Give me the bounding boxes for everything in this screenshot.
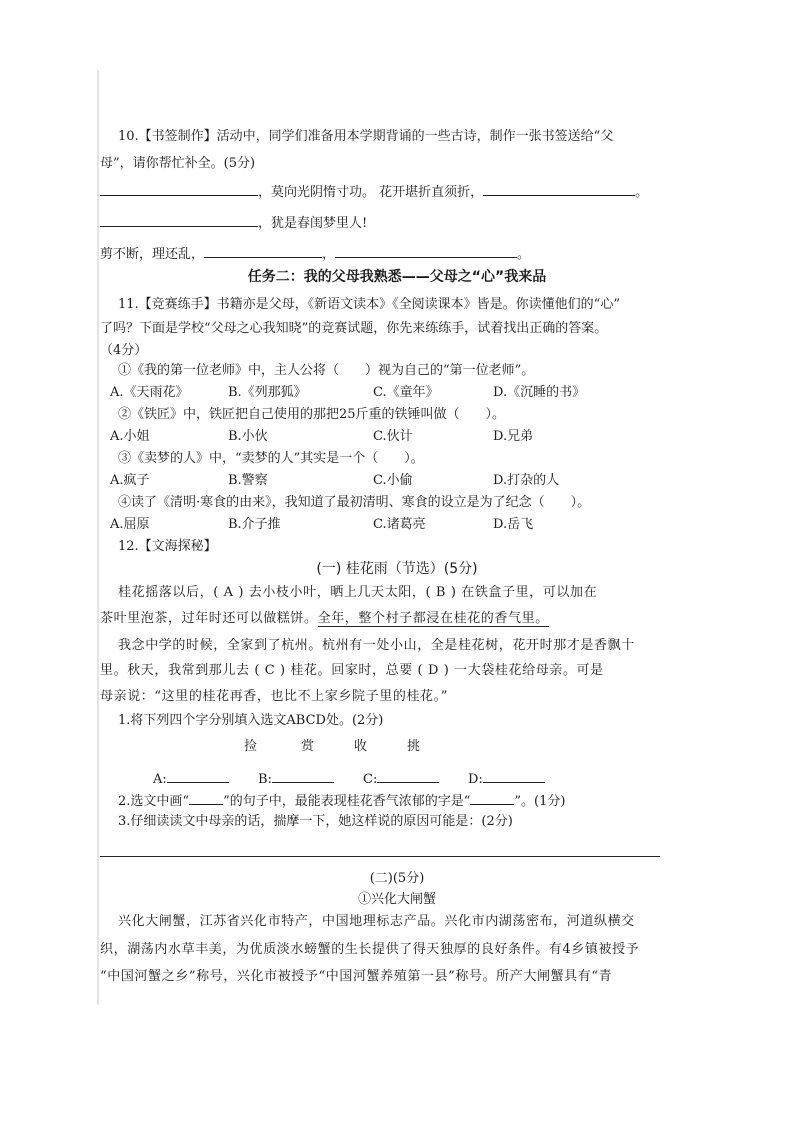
passage-text: 茶叶里泡茶，过年时还可以做糕饼。 (100, 611, 318, 626)
question-text: ”的句子中，最能表现桂花香气浓郁的字是“ (223, 794, 471, 809)
passage-line: “中国河蟹之乡”称号，兴化市被授予“中国河蟹养殖第一县”称号。所产大闸蟹具有“青 (100, 969, 613, 984)
poem-text: ，犹是春闺梦里人! (258, 216, 368, 231)
q11-item4-question: ④读了《清明·寒食的由来》，我知道了最初清明、寒食的设立是为了纪念（ ）。 (118, 495, 591, 510)
answer-blank[interactable] (204, 243, 322, 258)
q11-item3-option-b[interactable]: B.警察 (228, 473, 268, 488)
q11-item1-question: ①《我的第一位老师》中，主人公将（ ）视为自己的“第一位老师”。 (118, 363, 535, 378)
answer-line[interactable] (100, 856, 660, 857)
blank-label: C: (363, 772, 378, 787)
answer-blank[interactable] (100, 181, 258, 196)
poem-text: 。 (517, 247, 531, 262)
q11-item2-option-c[interactable]: C.伙计 (373, 429, 413, 444)
poem-text: 剪不断，理还乱， (100, 247, 205, 262)
q11-prompt-line2: 了吗？下面是学校“父母之心我知晓”的竞赛试题，你先来练练手，试着找出正确的答案。 (100, 321, 608, 336)
q12-part2-subtitle: ①兴化大闸蟹 (357, 892, 436, 907)
q11-item3-option-a[interactable]: A.疯子 (110, 473, 150, 488)
q12-label: 12.【文海探秘】 (118, 539, 217, 554)
q11-item4-option-a[interactable]: A.屈原 (110, 517, 150, 532)
blank-d-row (468, 768, 545, 789)
q11-item1-option-a[interactable]: A.《天雨花》 (110, 385, 189, 400)
passage-line: 我念中学的时候，全家到了杭州。杭州有一处小山，全是桂花树，花开时那才是香飘十 (118, 638, 635, 653)
answer-blank[interactable] (377, 768, 439, 783)
word-choice: 收 (354, 739, 368, 754)
answer-blank[interactable] (189, 790, 223, 805)
q11-prompt-line3: （4分） (100, 343, 148, 358)
q10-poem-line2 (100, 212, 367, 233)
q11-item1-option-d[interactable]: D.《沉睡的书》 (493, 385, 586, 400)
q11-item1-option-b[interactable]: B.《列那狐》 (228, 385, 307, 400)
answer-blank[interactable] (272, 768, 334, 783)
q12-sub2 (118, 790, 565, 811)
q11-item4-option-b[interactable]: B.介子推 (228, 517, 281, 532)
question-text: 2.选文中画“ (118, 794, 190, 809)
question-text: ”。(1分) (514, 794, 566, 809)
answer-blank[interactable] (483, 181, 635, 196)
q10-prompt-line1: 10.【书签制作】活动中，同学们准备用本学期背诵的一些古诗，制作一张书签送给“父 (118, 129, 614, 144)
answer-blank[interactable] (470, 790, 514, 805)
poem-text: ， (322, 247, 336, 262)
answer-blank[interactable] (335, 243, 517, 258)
passage-line: 母亲说：“这里的桂花再香，也比不上家乡院子里的桂花。” (100, 689, 448, 704)
blank-c-row (363, 768, 439, 789)
page-fold-shadow (97, 70, 99, 1005)
q12-part1-title: (一) 桂花雨（节选）(5分) (316, 561, 478, 577)
passage-line: 桂花摇落以后，( A ) 去小枝小叶，晒上几天太阳，( B ) 在铁盒子里，可以加在 (118, 585, 598, 600)
q11-prompt-line1: 11.【竞赛练手】书籍亦是父母，《新语文读本》《全阅读课本》皆是。你读懂他们的“心” (118, 297, 620, 312)
passage-line (100, 610, 549, 628)
q11-item1-option-c[interactable]: C.《童年》 (373, 385, 439, 400)
q10-prompt-line2: 母”，请你帮忙补全。(5分) (100, 156, 256, 171)
passage-line: 里。秋天，我常到那儿去 ( C ) 桂花。回家时，总要 ( D ) 一大袋桂花给母亲。可是 (100, 663, 604, 678)
q11-item2-option-a[interactable]: A.小姐 (110, 429, 150, 444)
word-choice: 赏 (301, 739, 315, 754)
q11-item2-option-b[interactable]: B.小伙 (228, 429, 268, 444)
blank-label: D: (468, 772, 483, 787)
blank-label: A: (153, 772, 167, 787)
q11-item3-option-c[interactable]: C.小偷 (373, 473, 413, 488)
task2-title: 任务二：我的父母我熟悉——父母之“心”我来品 (247, 269, 547, 285)
q10-poem-line3 (100, 243, 530, 264)
q12-sub3: 3.仔细读读文中母亲的话，揣摩一下，她这样说的原因可能是：(2分) (118, 814, 513, 829)
blank-b-row (258, 768, 334, 789)
poem-text: 。 (635, 185, 649, 200)
passage-line: 兴化大闸蟹，江苏省兴化市特产，中国地理标志产品。兴化市内湖荡密布，河道纵横交 (118, 914, 635, 929)
q12-part2-title: (二)(5分) (369, 871, 425, 886)
passage-line: 织，湖荡内水草丰美，为优质淡水螃蟹的生长提供了得天独厚的良好条件。有4乡镇被授予 (100, 942, 640, 957)
q10-poem-line1 (100, 181, 648, 202)
word-choice: 挑 (407, 739, 421, 754)
q12-sub1: 1.将下列四个字分别填入选文ABCD处。(2分) (118, 713, 384, 728)
q11-item4-option-c[interactable]: C.诸葛亮 (373, 517, 426, 532)
q11-item2-question: ②《铁匠》中，铁匠把自己使用的那把25斤重的铁锤叫做（ ）。 (118, 407, 506, 422)
blank-a-row (153, 768, 229, 789)
underlined-sentence: 全年，整个村子都浸在桂花的香气里。 (317, 611, 549, 626)
blank-label: B: (258, 772, 272, 787)
answer-blank[interactable] (167, 768, 229, 783)
q11-item3-question: ③《卖梦的人》中，“卖梦的人”其实是一个（ ）。 (118, 451, 424, 466)
q11-item4-option-d[interactable]: D.岳飞 (493, 517, 534, 532)
q11-item3-option-d[interactable]: D.打杂的人 (493, 473, 560, 488)
answer-blank[interactable] (100, 212, 258, 227)
word-choice: 捡 (244, 739, 258, 754)
poem-text: ，莫向光阴惰寸功。 花开堪折直须折， (258, 185, 484, 200)
q11-item2-option-d[interactable]: D.兄弟 (493, 429, 534, 444)
answer-blank[interactable] (483, 768, 545, 783)
